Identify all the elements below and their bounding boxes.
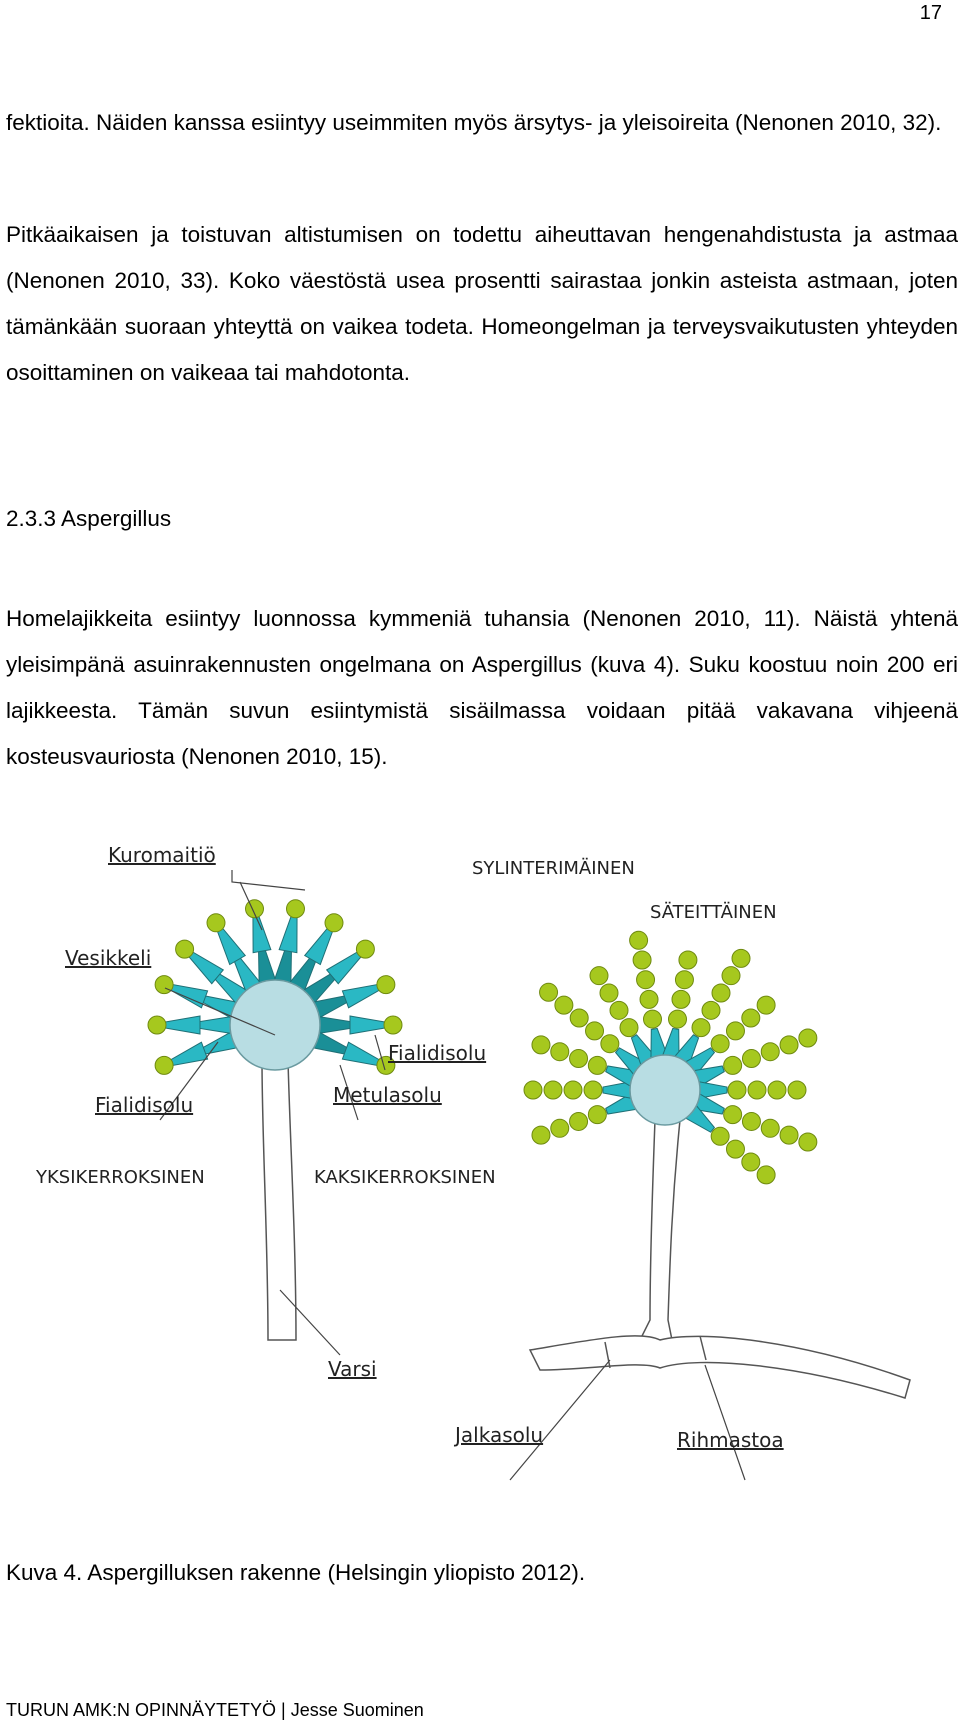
hyphae-band [530, 1336, 910, 1398]
spore [588, 1106, 606, 1124]
label-sateittainen: SÄTEITTÄINEN [650, 902, 777, 923]
spore [633, 951, 651, 969]
spore [711, 1035, 729, 1053]
phialide-cell [342, 1042, 379, 1065]
spore [742, 1112, 760, 1130]
spore [643, 1010, 661, 1028]
spore [711, 1127, 729, 1145]
spore [640, 990, 658, 1008]
spore [601, 1035, 619, 1053]
spore [757, 1166, 775, 1184]
spore [570, 1112, 588, 1130]
left-conidiophore [148, 900, 402, 1340]
jalkasolu-leader [510, 1360, 610, 1480]
spore [712, 984, 730, 1002]
label-jalkasolu: Jalkasolu [455, 1423, 544, 1447]
right-vesicle [630, 1055, 700, 1125]
spore [630, 931, 648, 949]
aspergillus-figure [0, 820, 960, 1520]
label-fialidisolu-right: Fialidisolu [388, 1041, 487, 1065]
paragraph-1: fektioita. Näiden kanssa esiintyy useimmiten myös ärsytys- ja yleisoireita (Nenonen 2010, 32). [6, 110, 942, 135]
label-kaksikerroksinen: KAKSIKERROKSINEN [314, 1167, 496, 1188]
spore [692, 1019, 710, 1037]
spore [148, 1016, 166, 1034]
spore [286, 900, 304, 918]
rihmastoa-leader [705, 1365, 745, 1480]
phialide-cell [253, 916, 271, 953]
spore [679, 951, 697, 969]
spore [584, 1081, 602, 1099]
spore [669, 1010, 687, 1028]
spore [610, 1001, 628, 1019]
spore [570, 1009, 588, 1027]
spore [799, 1029, 817, 1047]
spore [726, 1140, 744, 1158]
phialide-cell [279, 916, 297, 953]
spore [586, 1022, 604, 1040]
spore [356, 940, 374, 958]
spore [742, 1153, 760, 1171]
footer: TURUN AMK:N OPINNÄYTETYÖ | Jesse Suominen [6, 1700, 424, 1720]
phialide-cell [350, 1016, 385, 1034]
label-metulasolu: Metulasolu [333, 1083, 442, 1107]
spore [325, 914, 343, 932]
paragraph-2: Pitkäaikaisen ja toistuvan altistumisen on todettu aiheuttavan hengenahdistusta ja astmaa (Nenonen 2010, 33). Koko väestöstä usea prosentti sairastaa jonkin asteista astmaan, joten tämänkään suoraan yhteyttä on vaikea todeta. Homeongelman ja terveysvaikutusten yhteyden osoittaminen on vaikeaa tai mahdotonta. [6, 222, 958, 385]
label-vesikkeli: Vesikkeli [65, 946, 152, 970]
spore [377, 976, 395, 994]
spore [780, 1036, 798, 1054]
spore [728, 1081, 746, 1099]
spore [672, 990, 690, 1008]
vesikkeli-vesicle [230, 980, 320, 1070]
spore [540, 983, 558, 1001]
spore [600, 984, 618, 1002]
spore [724, 1056, 742, 1074]
spore [722, 967, 740, 985]
label-kuromaitio: Kuromaitiö [108, 843, 216, 867]
spore [590, 967, 608, 985]
spore [757, 996, 775, 1014]
spore [544, 1081, 562, 1099]
spore [768, 1081, 786, 1099]
spore [742, 1009, 760, 1027]
section-heading: 2.3.3 Aspergillus [6, 506, 172, 531]
spore [551, 1119, 569, 1137]
spore [384, 1016, 402, 1034]
spore [532, 1126, 550, 1144]
spore [702, 1001, 720, 1019]
spore [726, 1022, 744, 1040]
label-varsi: Varsi [328, 1357, 377, 1381]
spore [675, 971, 693, 989]
spore [555, 996, 573, 1014]
spore [761, 1119, 779, 1137]
label-sylinterimainen: SYLINTERIMÄINEN [472, 858, 635, 879]
spore [742, 1050, 760, 1068]
phialide-cell [171, 1042, 208, 1065]
spore [780, 1126, 798, 1144]
spore [532, 1036, 550, 1054]
figure-caption: Kuva 4. Aspergilluksen rakenne (Helsingin yliopisto 2012). [6, 1560, 586, 1585]
spore [788, 1081, 806, 1099]
spore [155, 1056, 173, 1074]
spore [176, 940, 194, 958]
label-rihmastoa: Rihmastoa [677, 1428, 784, 1452]
spore [748, 1081, 766, 1099]
spore [761, 1043, 779, 1061]
label-fialidisolu-left: Fialidisolu [95, 1093, 194, 1117]
spore [799, 1133, 817, 1151]
spore [732, 949, 750, 967]
page-number: 17 [919, 2, 942, 24]
spore [724, 1106, 742, 1124]
paragraph-3: Homelajikkeita esiintyy luonnossa kymmeniä tuhansia (Nenonen 2010, 11). Näistä yhtenä yleisimpänä asuinrakennusten ongelmana on Aspergillus (kuva 4). Suku koostuu noin 200 eri lajikkeesta. Tämän suvun esiintymistä sisäilmassa voidaan pitää vakavana vihjeenä kosteusvauriosta (Nenonen 2010, 15). [6, 606, 958, 769]
spore [570, 1050, 588, 1068]
spore [588, 1056, 606, 1074]
spore [637, 971, 655, 989]
spore [564, 1081, 582, 1099]
right-stalk [640, 1120, 680, 1340]
spore [207, 914, 225, 932]
spore [524, 1081, 542, 1099]
varsi-stalk [262, 1060, 296, 1340]
phialide-cell [165, 1016, 200, 1034]
label-yksikerroksinen: YKSIKERROKSINEN [36, 1167, 205, 1188]
spore [620, 1019, 638, 1037]
phialide-cell [342, 985, 379, 1008]
spore [551, 1043, 569, 1061]
